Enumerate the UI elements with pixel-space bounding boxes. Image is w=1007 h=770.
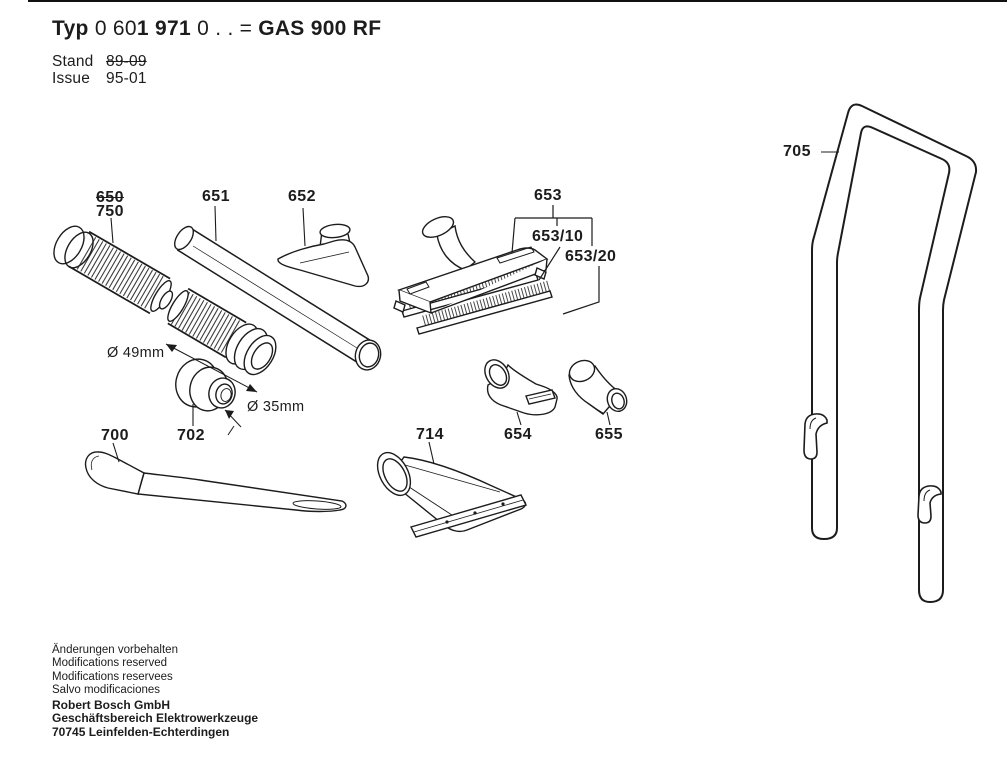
note-de: Änderungen vorbehalten <box>52 644 178 656</box>
note-en: Modifications reserved <box>52 657 168 670</box>
part-label-705: 705 <box>783 143 811 160</box>
type-code-c: 0 . . <box>197 17 234 40</box>
part-label-714: 714 <box>416 426 444 443</box>
part-label-653-10: 653/10 <box>532 228 584 245</box>
company-division: Geschäftsbereich Elektrowerkzeuge <box>52 711 259 726</box>
note-es: Salvo modificaciones <box>52 684 161 697</box>
diameter-49-label: Ø 49mm <box>107 345 165 361</box>
diameter-35-label: Ø 35mm <box>247 399 305 415</box>
modification-notes <box>52 644 178 698</box>
part-label-650: 650 <box>96 189 124 206</box>
crevice-nozzle-700-drawing <box>86 452 346 512</box>
company-address <box>52 699 258 739</box>
company-name: Robert Bosch GmbH <box>52 698 171 712</box>
part-label-700: 700 <box>101 427 129 444</box>
typ-label: Typ <box>52 17 95 40</box>
type-code-b: 1 971 <box>136 17 198 40</box>
nozzle-714-drawing <box>371 447 526 537</box>
part-label-653: 653 <box>534 187 562 204</box>
type-code-a: 0 60 <box>94 17 137 40</box>
equals-sign: = <box>239 17 253 40</box>
hose-650-750-drawing <box>48 221 283 380</box>
stand-label: Stand <box>52 53 94 70</box>
adapter-702-drawing <box>171 355 238 415</box>
issue-line <box>52 70 147 88</box>
nozzle-652-drawing <box>278 223 368 286</box>
part-label-653-20: 653/20 <box>565 248 617 265</box>
model-name: GAS 900 RF <box>258 17 382 40</box>
part-label-655: 655 <box>595 426 623 443</box>
floor-nozzle-653-drawing <box>394 213 552 334</box>
part-label-651: 651 <box>202 188 230 205</box>
stand-value: 89-09 <box>106 53 147 70</box>
stand-line <box>52 53 147 71</box>
part-label-654: 654 <box>504 426 532 443</box>
part-label-750: 750 <box>96 203 124 220</box>
issue-label: Issue <box>52 70 91 87</box>
nozzle-654-drawing <box>480 356 557 415</box>
type-header <box>52 17 381 41</box>
nozzle-655-drawing <box>566 357 630 414</box>
handle-705-drawing <box>804 105 976 602</box>
note-fr: Modifications reservees <box>52 670 173 683</box>
part-label-652: 652 <box>288 188 316 205</box>
part-label-702: 702 <box>177 427 205 444</box>
issue-value: 95-01 <box>106 70 147 87</box>
company-city: 70745 Leinfelden-Echterdingen <box>52 724 230 739</box>
